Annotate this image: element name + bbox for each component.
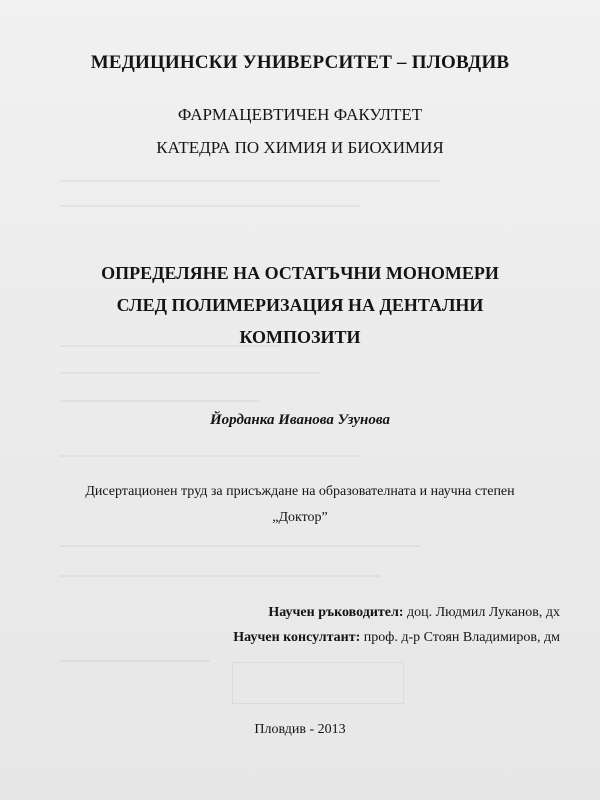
bleed-through-line: [60, 545, 420, 547]
supervisor-label: Научен ръководител:: [268, 605, 404, 620]
supervisor: [268, 605, 560, 621]
university-name: МЕДИЦИНСКИ УНИВЕРСИТЕТ – ПЛОВДИВ: [90, 52, 510, 73]
consultant-label: Научен консултант:: [233, 630, 361, 645]
bleed-through-line: [60, 180, 440, 182]
city-year: Пловдив - 2013: [254, 722, 346, 737]
degree-name: „Доктор”: [272, 510, 328, 525]
consultant-value: проф. д-р Стоян Владимиров, дм: [363, 630, 560, 645]
thesis-title-line: СЛЕД ПОЛИМЕРИЗАЦИЯ НА ДЕНТАЛНИ: [116, 295, 484, 315]
consultant: [233, 630, 560, 646]
thesis-title-line: КОМПОЗИТИ: [239, 327, 361, 347]
bleed-through-line: [60, 575, 380, 577]
author-name: Йорданка Иванова Узунова: [210, 412, 390, 428]
supervisor-value: доц. Людмил Луканов, дх: [407, 605, 560, 620]
thesis-title: [0, 257, 600, 353]
bleed-through-line: [60, 205, 360, 207]
department-name: КАТЕДРА ПО ХИМИЯ И БИОХИМИЯ: [156, 138, 444, 157]
thesis-title-line: ОПРЕДЕЛЯНЕ НА ОСТАТЪЧНИ МОНОМЕРИ: [101, 263, 499, 283]
faculty-name: ФАРМАЦЕВТИЧЕН ФАКУЛТЕТ: [177, 105, 423, 124]
faded-stamp: [232, 662, 404, 704]
bleed-through-line: [60, 372, 320, 374]
bleed-through-line: [60, 660, 210, 662]
bleed-through-line: [60, 400, 260, 402]
description-line: Дисертационен труд за присъждане на образователната и научна степен: [85, 484, 515, 499]
bleed-through-line: [60, 455, 360, 457]
